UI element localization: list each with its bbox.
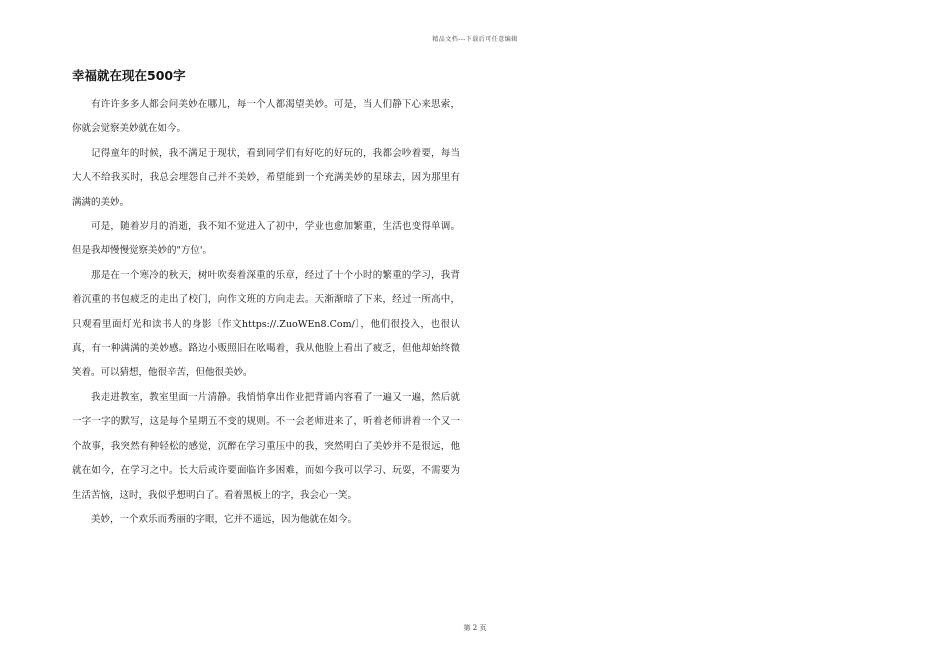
document-body — [72, 66, 460, 532]
paragraph-5: 我走进教室，教室里面一片清静。我悄悄拿出作业把背诵内容看了一遍又一遍，然后就一字一字的默写，这是每个星期五不变的规则。不一会老师进来了，听着老师讲着一个又一个故事，我突然有种轻松的感觉，沉醉在学习重压中的我，突然明白了美妙并不是很远，他就在如今，在学习之中。长大后或许要面临许多困难，而如今我可以学习、玩耍，不需要为生活苦恼，这时，我似乎想明白了。看着黑板上的字，我会心一笑。 — [72, 391, 460, 501]
paragraph-3: 可是，随着岁月的消逝，我不知不觉进入了初中，学业也愈加繁重，生活也变得单调。但是我却慢慢觉察美妙的"方位'。 — [72, 221, 460, 257]
header-note: 精品文档---下载后可任意编辑 — [432, 36, 518, 43]
paragraph-4: 那是在一个寒冷的秋天，树叶吹奏着深重的乐章，经过了十个小时的繁重的学习，我背着沉重的书包疲乏的走出了校门，向作文班的方向走去。天渐渐暗了下来，经过一所高中，只观看里面灯光和读书人的身影〔作文https://.ZuoWEn8.Com/〕，他们很投入，也很认真，有一种满满的美妙感。路边小贩照旧在吆喝着，我从他脸上看出了疲乏，但他却始终微笑着。可以猜想，他很辛苦，但他很美妙。 — [72, 269, 460, 379]
page-title: 幸福就在现在500字 — [72, 68, 186, 83]
paragraph-2: 记得童年的时候，我不满足于现状，看到同学们有好吃的好玩的，我都会吵着要，每当大人不给我买时，我总会埋怨自己并不美妙，希望能到一个充满美妙的星球去，因为那里有满满的美妙。 — [72, 147, 460, 208]
paragraph-6: 美妙，一个欢乐而秀丽的字眼，它并不遥远，因为他就在如今。 — [91, 513, 358, 525]
paragraph-1: 有许许多多人都会问美妙在哪儿，每一个人都渴望美妙。可是，当人们静下心来思索，你就会觉察美妙就在如今。 — [72, 99, 460, 135]
page-number: 第 2 页 — [463, 624, 487, 632]
